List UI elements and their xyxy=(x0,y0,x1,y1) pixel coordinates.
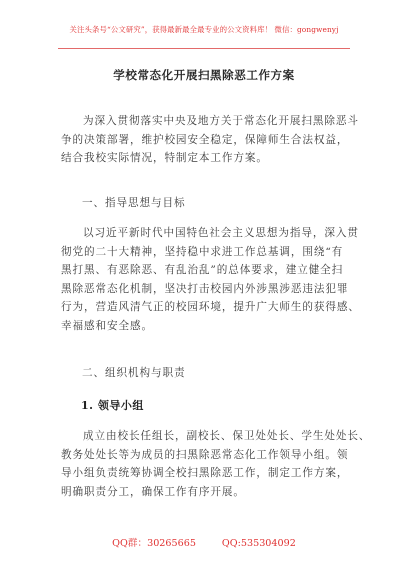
paragraph-line: 结合我校实际情况，特制定本工作方案。 xyxy=(61,152,268,164)
section-heading-guiding-thought: 一、指导思想与目标 xyxy=(82,197,186,209)
section-heading-organization: 二、组织机构与职责 xyxy=(82,367,186,379)
paragraph-line: 黑打黑、有恶除恶、有乱治乱”的总体要求，建立健全扫 xyxy=(61,264,344,276)
paragraph-line: 导小组负责统筹协调全校扫黑除恶工作，制定工作方案， xyxy=(61,467,349,479)
guiding-thought-paragraph xyxy=(61,224,360,335)
footer-qq-group: QQ群：30265665 xyxy=(112,538,196,549)
paragraph-line: 彻党的二十大精神，坚持稳中求进工作总基调，围绕“有 xyxy=(61,245,344,258)
paragraph-line: 幸福感和安全感。 xyxy=(61,319,153,332)
paragraph-line: 成立由校长任组长，副校长、保卫处处长、学生处处长、 xyxy=(83,430,371,442)
footer-qq: QQ:535304092 xyxy=(221,538,296,549)
paragraph-line: 明确职责分工，确保工作有序开展。 xyxy=(61,485,245,498)
header-divider xyxy=(58,48,350,49)
paragraph-line: 以习近平新时代中国特色社会主义思想为指导，深入贯 xyxy=(83,227,359,239)
subsection-heading-leading-group: 1. 领导小组 xyxy=(81,399,144,412)
footer-contact xyxy=(0,535,408,549)
paragraph-line: 教务处处长等为成员的扫黑除恶常态化工作领导小组。领 xyxy=(61,448,349,461)
header-banner: 关注头条号“公文研究”，获得最新最全最专业的公文资料库！ 微信：gongwenyj xyxy=(69,25,339,34)
paragraph-line: 行为，营造风清气正的校园环境，提升广大师生的获得感、 xyxy=(61,301,360,313)
paragraph-line: 黑除恶常态化机制，坚决打击校园内外涉黑涉恶违法犯罪 xyxy=(61,282,349,295)
intro-paragraph xyxy=(61,112,357,168)
paragraph-line: 争的决策部署，维护校园安全稳定，保障师生合法权益， xyxy=(61,133,349,146)
document-title: 学校常态化开展扫黑除恶工作方案 xyxy=(113,68,295,82)
leading-group-paragraph xyxy=(61,427,371,501)
paragraph-line: 为深入贯彻落实中央及地方关于常态化开展扫黑除恶斗 xyxy=(83,115,359,127)
